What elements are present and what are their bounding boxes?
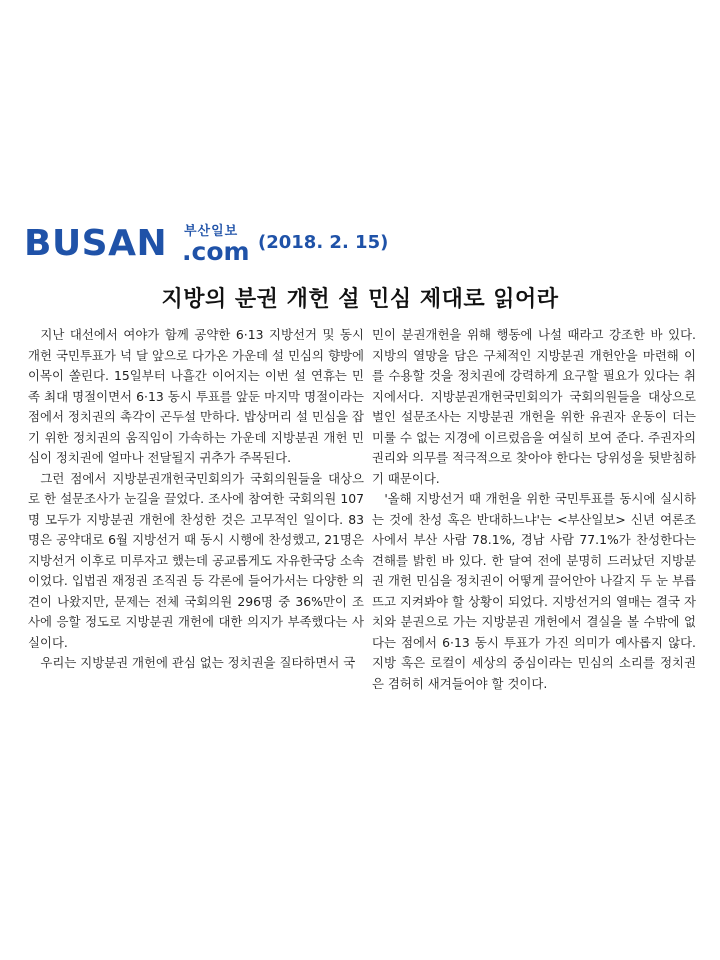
article-headline: 지방의 분권 개헌 설 민심 제대로 읽어라 (161, 287, 559, 312)
article-paragraph-2: 그런 점에서 지방분권개헌국민회의가 국회의원들을 대상으로 한 설문조사가 눈길을 끌었다. 조사에 참여한 국회의원 107명 모두가 지방분권 개헌에 찬성한 것은 고무적인 일이다. 83명은 공약대로 6월 지방선거 때 동시 시행에 찬성했고, 21명은 지방선거 이후로 미루자고 했는데 공교롭게도 자유한국당 소속이었다. 입법권 재정권 조직권 등 각론에 들어가서는 다양한 의견이 나왔지만, 문제는 전체 국회의원 296명 중 36%만이 조사에 응할 정도로 지방분권 개헌에 대한 의지가 부족했다는 사실이다. (28, 470, 364, 650)
article-paragraph-3: 우리는 지방분권 개헌에 관심 없는 정치권을 질타하면서 국 (40, 655, 356, 670)
article-paragraph-3-continued: 민이 분권개헌을 위해 행동에 나설 때라고 강조한 바 있다. 지방의 열망을 담은 구체적인 지방분권 개헌안을 마련해 이를 수용할 것을 정치권에 강력하게 요구할 필요가 있다는 취지에서다. 지방분권개헌국민회의가 국회의원들을 대상으로 벌인 설문조사는 지방분권 개헌을 위한 유권자 운동이 더는 미룰 수 없는 지경에 이르렀음을 여실히 보여 준다. 주권자의 권리와 의무를 적극적으로 찾아야 한다는 당위성을 뒷받침하기 때문이다. (372, 327, 696, 486)
article-paragraph-1: 지난 대선에서 여야가 함께 공약한 6·13 지방선거 및 동시 개헌 국민투표가 넉 달 앞으로 다가온 가운데 설 민심의 향방에 이목이 쏠린다. 15일부터 나흘간 이어지는 이번 설 연휴는 민족 최대 명절이면서 6·13 동시 투표를 앞둔 마지막 명절이라는 점에서 정치권의 촉각이 곤두설 만하다. 밥상머리 설 민심을 잡기 위한 정치권의 움직임이 가속하는 가운데 지방분권 개헌 민심이 정치권에 얼마나 전달될지 귀추가 주목된다. (28, 327, 364, 465)
logo-busan-text: BUSAN (24, 223, 168, 264)
logo-domain-text: .com (182, 237, 250, 266)
article-column-right (372, 325, 696, 694)
article-column-left (28, 325, 364, 674)
publication-date: (2018. 2. 15) (258, 232, 389, 253)
article-paragraph-4: '올해 지방선거 때 개헌을 위한 국민투표를 동시에 실시하는 것에 찬성 혹은 반대하느냐'는 <부산일보> 신년 여론조사에서 부산 사람 78.1%, 경남 사람 77.1%가 찬성한다는 견해를 밝힌 바 있다. 한 달여 전에 분명히 드러났던 지방분권 개헌 민심을 정치권이 어떻게 끌어안아 나갈지 두 눈 부릅뜨고 지켜봐야 할 상황이 되었다. 지방선거의 열매는 결국 자치와 분권으로 가는 지방분권 개헌에서 결실을 볼 수밖에 없다는 점에서 6·13 동시 투표가 가진 의미가 예사롭지 않다. 지방 혹은 로컬이 세상의 중심이라는 민심의 소리를 정치권은 겸허히 새겨들어야 할 것이다. (372, 491, 696, 691)
logo-korean-text: 부산일보 (184, 224, 239, 239)
